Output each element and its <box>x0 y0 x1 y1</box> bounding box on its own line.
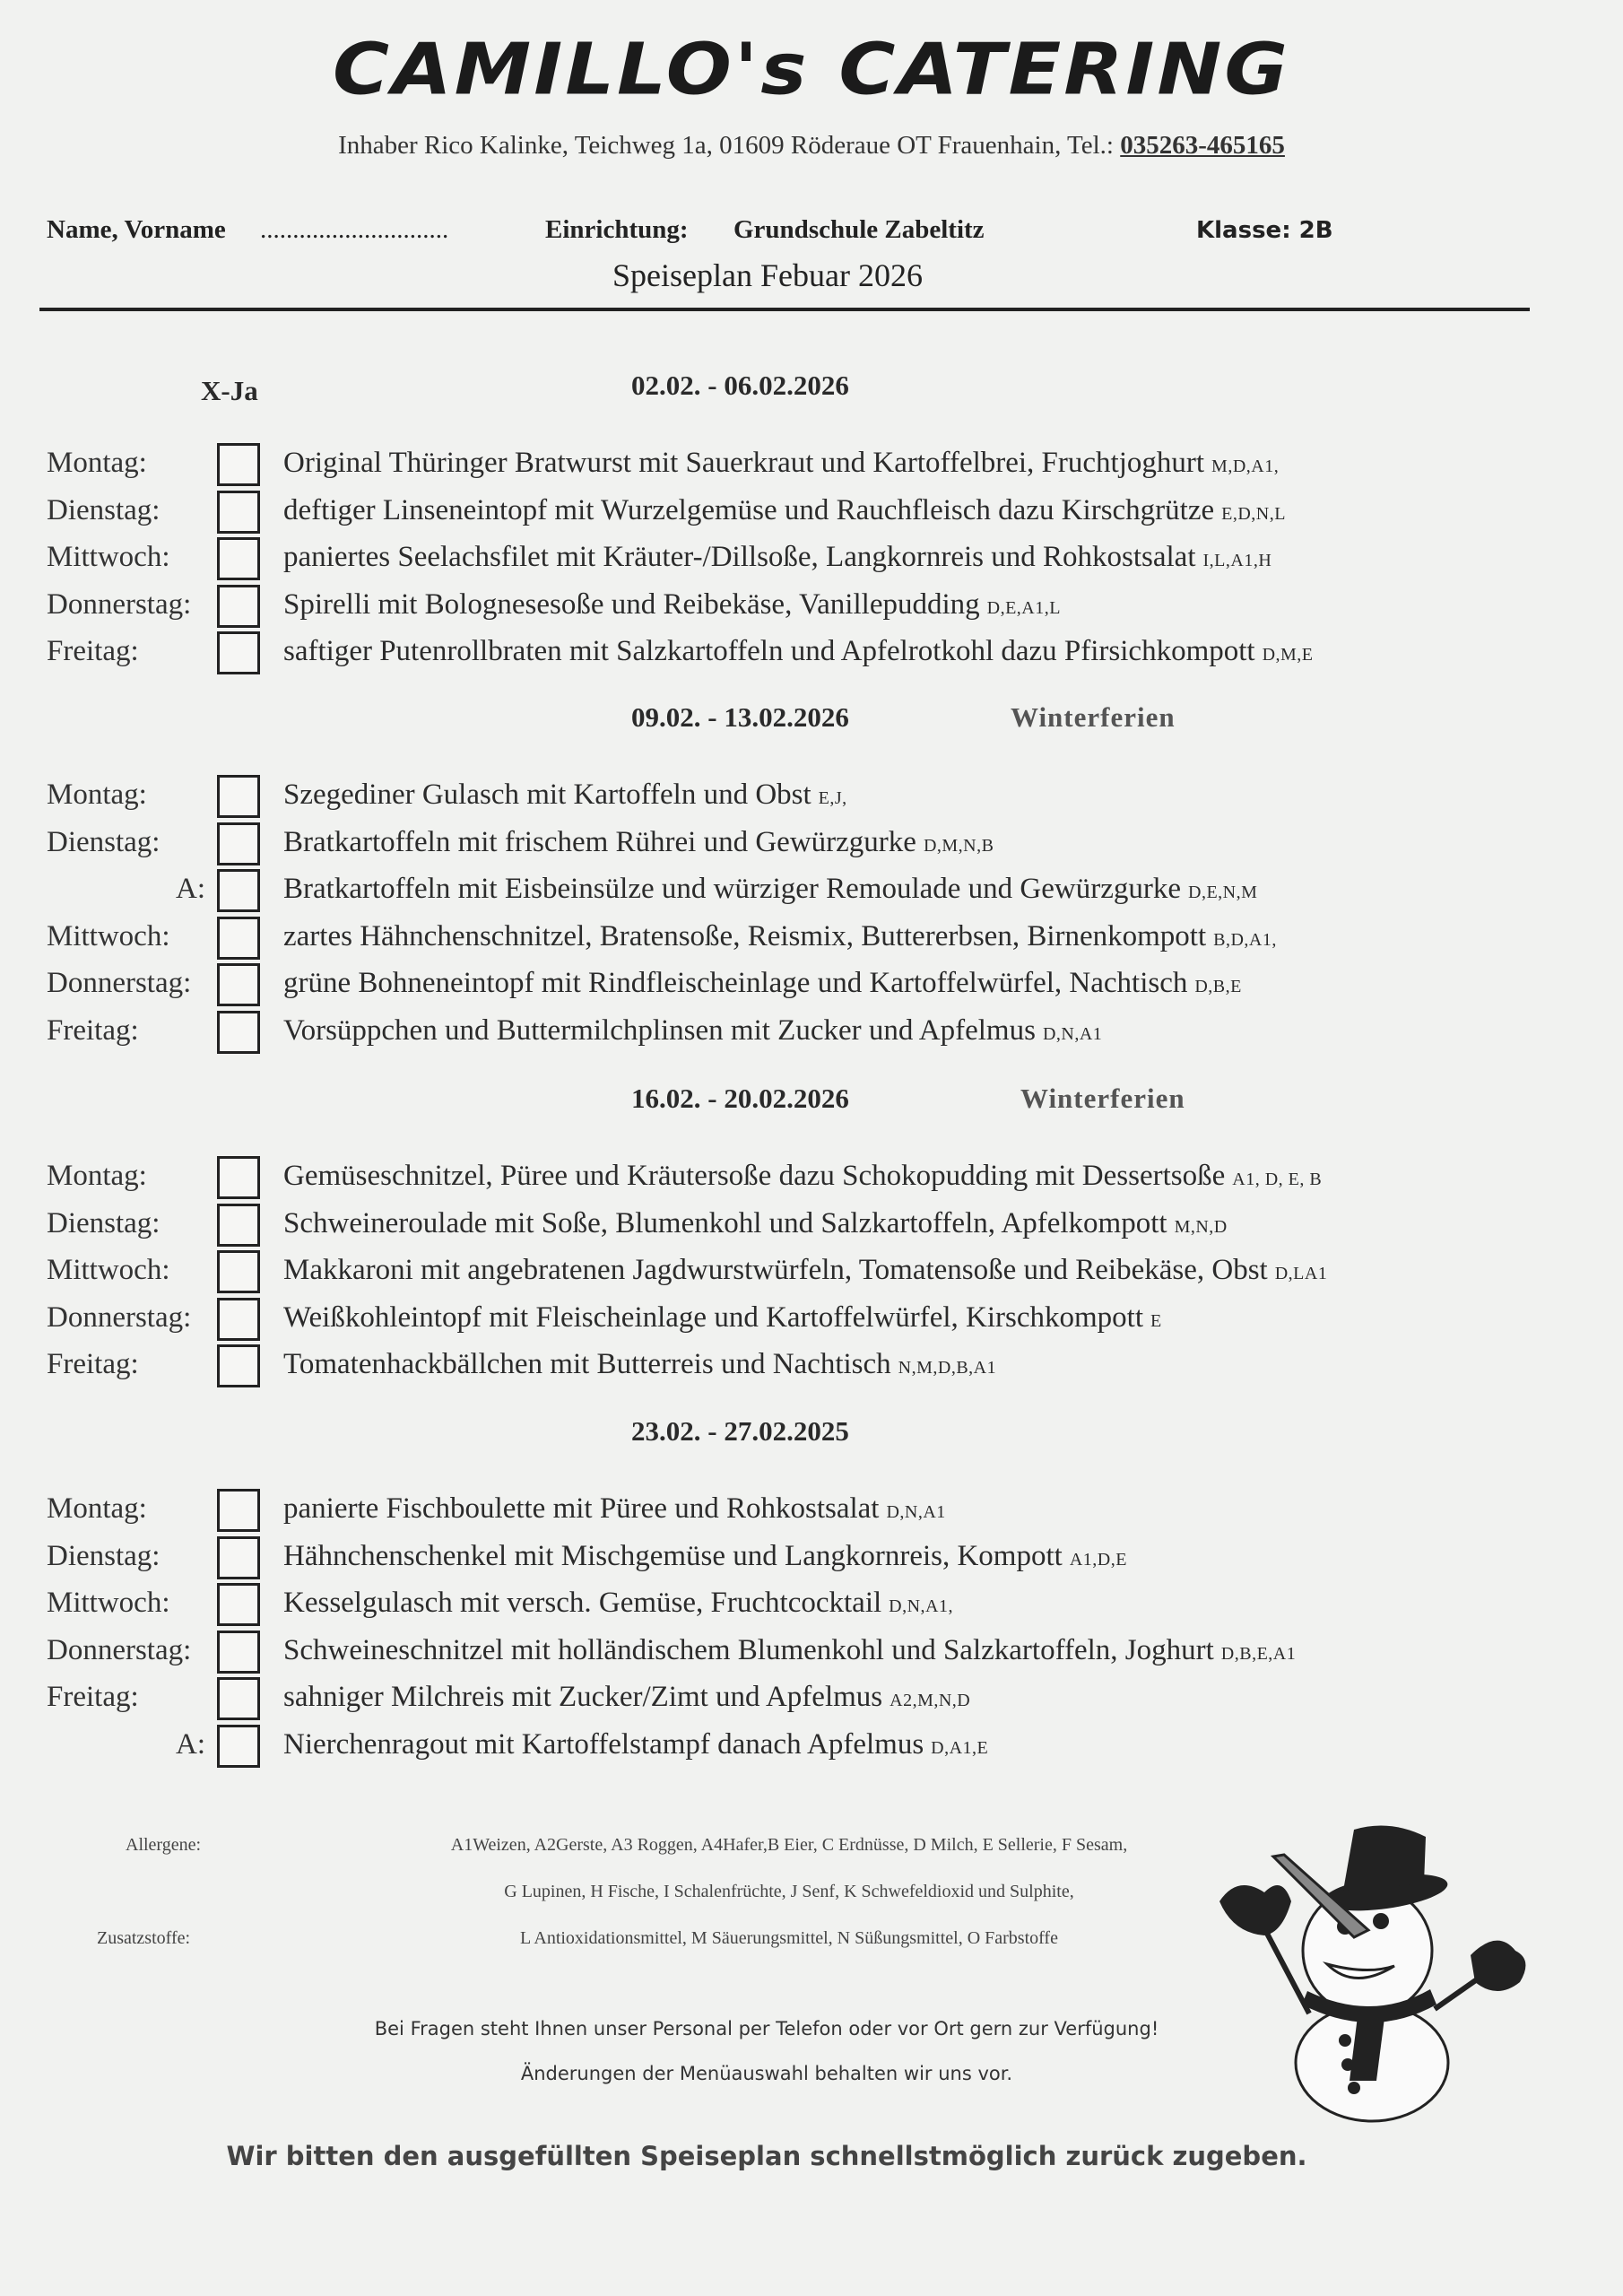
meal-description <box>283 1301 1162 1335</box>
allergen-codes: A1, D, E, B <box>1232 1170 1323 1189</box>
menu-row <box>0 1156 1623 1203</box>
allergen-codes: D,E,N,M <box>1188 883 1258 902</box>
allergene-line-1: A1Weizen, A2Gerste, A3 Roggen, A4Hafer,B Eier, C Erdnüsse, D Milch, E Sellerie, F Sesam, <box>450 1835 1128 1855</box>
selection-checkbox[interactable] <box>217 1204 260 1247</box>
week-range: 16.02. - 20.02.2026 <box>631 1083 849 1114</box>
meal-text: sahniger Milchreis mit Zucker/Zimt und Apfelmus <box>283 1681 883 1713</box>
day-label: Mittwoch: <box>47 541 170 573</box>
menu-row <box>0 1677 1623 1724</box>
day-label: Montag: <box>47 447 147 479</box>
day-label: Freitag: <box>47 1681 139 1713</box>
selection-checkbox[interactable] <box>217 585 260 628</box>
meal-text: deftiger Linseneintopf mit Wurzelgemüse und Rauchfleisch dazu Kirschgrütze <box>283 493 1215 526</box>
meal-description <box>283 635 1314 668</box>
menu-row <box>0 822 1623 869</box>
allergen-codes: N,M,D,B,A1 <box>898 1358 997 1378</box>
menu-row <box>0 917 1623 963</box>
allergen-codes: I,L,A1,H <box>1202 551 1272 570</box>
meal-description <box>283 1160 1322 1193</box>
meal-text: Schweineschnitzel mit holländischem Blumenkohl und Salzkartoffeln, Joghurt <box>283 1633 1214 1666</box>
meal-description <box>283 1014 1102 1048</box>
selection-checkbox[interactable] <box>217 1298 260 1341</box>
allergen-codes: D,M,E <box>1262 645 1314 665</box>
menu-row <box>0 869 1623 916</box>
day-label: Mittwoch: <box>47 919 170 952</box>
meal-description <box>283 1634 1296 1667</box>
einrichtung-value: Grundschule Zabeltitz <box>733 215 985 244</box>
meal-text: Nierchenragout mit Kartoffelstampf danach Apfelmus <box>283 1727 924 1761</box>
holiday-note: Winterferien <box>1020 1083 1185 1114</box>
zusatzstoffe-label: Zusatzstoffe: <box>97 1928 191 1948</box>
menu-row <box>0 1536 1623 1583</box>
meal-text: Weißkohleintopf mit Fleischeinlage und Kartoffelwürfel, Kirschkompott <box>283 1300 1144 1334</box>
day-label: Dienstag: <box>47 825 161 858</box>
allergen-codes: E,D,N,L <box>1221 503 1286 524</box>
meal-description <box>283 967 1242 1000</box>
meal-text: Szegediner Gulasch mit Kartoffeln und Obst <box>283 778 812 811</box>
selection-checkbox[interactable] <box>217 1344 260 1387</box>
allergen-codes: D,B,E,A1 <box>1220 1643 1297 1664</box>
selection-checkbox[interactable] <box>217 822 260 865</box>
menu-row <box>0 631 1623 678</box>
allergen-codes: D,A1,E <box>931 1737 989 1758</box>
week-range: 23.02. - 27.02.2025 <box>631 1415 849 1447</box>
allergen-codes: E <box>1150 1310 1162 1331</box>
menu-row <box>0 1344 1623 1391</box>
menu-row <box>0 1583 1623 1630</box>
meal-text: grüne Bohneneintopf mit Rindfleischeinlage und Kartoffelwürfel, Nachtisch <box>283 967 1188 999</box>
selection-checkbox[interactable] <box>217 917 260 960</box>
meal-description <box>283 778 847 812</box>
day-label: Dienstag: <box>47 1206 161 1239</box>
meal-text: panierte Fischboulette mit Püree und Rohkostsalat <box>283 1492 880 1525</box>
day-label: Montag: <box>47 778 147 811</box>
holiday-note: Winterferien <box>1011 701 1176 733</box>
menu-row <box>0 963 1623 1010</box>
meal-text: paniertes Seelachsfilet mit Kräuter-/Dillsoße, Langkornreis und Rohkostsalat <box>283 541 1196 573</box>
day-label: Dienstag: <box>47 1539 161 1572</box>
menu-row <box>0 1725 1623 1771</box>
selection-checkbox[interactable] <box>217 775 260 818</box>
meal-description <box>283 541 1271 574</box>
day-label: Donnerstag: <box>47 967 192 999</box>
meal-text: Original Thüringer Bratwurst mit Sauerkraut und Kartoffelbrei, Fruchtjoghurt <box>283 447 1205 479</box>
day-label: Mittwoch: <box>47 1254 170 1286</box>
einrichtung-label: Einrichtung: <box>545 215 689 244</box>
header-divider <box>39 308 1530 311</box>
allergen-codes: A1,D,E <box>1069 1549 1127 1570</box>
week-range: 02.02. - 06.02.2026 <box>631 370 849 401</box>
phone-number: 035263-465165 <box>1120 131 1285 160</box>
day-label: Freitag: <box>47 1013 139 1047</box>
meal-description <box>283 588 1061 622</box>
changes-note: Änderungen der Menüauswahl behalten wir uns vor. <box>520 2063 1013 2084</box>
selection-checkbox[interactable] <box>217 443 260 486</box>
meal-description <box>283 1492 946 1526</box>
selection-checkbox[interactable] <box>217 1536 260 1579</box>
selection-checkbox[interactable] <box>217 869 260 912</box>
meal-text: Tomatenhackbällchen mit Butterreis und Nachtisch <box>283 1348 891 1380</box>
menu-row <box>0 1250 1623 1297</box>
meal-text: Makkaroni mit angebratenen Jagdwurstwürfeln, Tomatensoße und Reibekäse, Obst <box>283 1254 1268 1286</box>
day-label: Freitag: <box>47 635 139 667</box>
meal-description <box>283 1540 1127 1573</box>
zusatzstoffe-line: L Antioxidationsmittel, M Säuerungsmittel, N Süßungsmittel, O Farbstoffe <box>520 1928 1058 1948</box>
selection-checkbox[interactable] <box>217 631 260 674</box>
selection-checkbox[interactable] <box>217 1677 260 1720</box>
selection-checkbox[interactable] <box>217 1156 260 1199</box>
menu-row <box>0 537 1623 584</box>
selection-checkbox[interactable] <box>217 1489 260 1532</box>
allergen-codes: M,D,A1, <box>1211 457 1280 476</box>
name-field[interactable]: ............................. <box>260 215 449 244</box>
meal-text: Bratkartoffeln mit frischem Rührei und Gewürzgurke <box>283 825 916 858</box>
day-label: Donnerstag: <box>47 1300 192 1334</box>
allergen-codes: B,D,A1, <box>1213 929 1277 950</box>
menu-row <box>0 775 1623 822</box>
selection-checkbox[interactable] <box>217 491 260 534</box>
meal-description <box>283 1254 1327 1287</box>
page-title: Speiseplan Febuar 2026 <box>612 257 923 293</box>
meal-description <box>283 447 1279 480</box>
meal-description <box>283 1587 953 1620</box>
selection-checkbox[interactable] <box>217 537 260 580</box>
day-label: Montag: <box>47 1160 147 1192</box>
meal-description <box>283 1728 988 1761</box>
day-label: Mittwoch: <box>47 1587 170 1619</box>
meal-text: Schweineroulade mit Soße, Blumenkohl und Salzkartoffeln, Apfelkompott <box>283 1206 1167 1239</box>
contact-note: Bei Fragen steht Ihnen unser Personal per Telefon oder vor Ort gern zur Verfügung! <box>374 2018 1159 2039</box>
meal-text: Kesselgulasch mit versch. Gemüse, Fruchtcocktail <box>283 1587 882 1619</box>
selection-checkbox[interactable] <box>217 1011 260 1054</box>
week-range: 09.02. - 13.02.2026 <box>631 701 849 733</box>
owner-address: Inhaber Rico Kalinke, Teichweg 1a, 01609 Röderaue OT Frauenhain, Tel.: <box>338 131 1114 160</box>
selection-checkbox[interactable] <box>217 1583 260 1626</box>
meal-description <box>283 1348 996 1381</box>
allergen-codes: D,M,N,B <box>923 835 994 856</box>
name-label: Name, Vorname <box>47 215 226 244</box>
xja-label: X-Ja <box>201 375 258 406</box>
meal-text: zartes Hähnchenschnitzel, Bratensoße, Reismix, Buttererbsen, Birnenkompott <box>283 919 1207 952</box>
form-header-line <box>47 215 1571 251</box>
menu-row <box>0 1631 1623 1677</box>
meal-text: Bratkartoffeln mit Eisbeinsülze und würziger Remoulade und Gewürzgurke <box>283 873 1182 905</box>
allergen-codes: D,B,E <box>1194 977 1242 996</box>
meal-description <box>283 494 1286 527</box>
meal-description <box>283 1207 1228 1240</box>
meal-description <box>283 873 1257 906</box>
day-label: Montag: <box>47 1492 147 1525</box>
owner-info <box>0 131 1623 161</box>
menu-row <box>0 491 1623 537</box>
menu-row <box>0 1489 1623 1535</box>
snowman-illustration <box>1202 1821 1542 2126</box>
meal-text: Gemüseschnitzel, Püree und Kräutersoße dazu Schokopudding mit Dessertsoße <box>283 1160 1226 1192</box>
allergen-codes: M,N,D <box>1174 1216 1228 1237</box>
day-label: A: <box>176 1727 205 1761</box>
menu-row <box>0 1204 1623 1250</box>
meal-text: saftiger Putenrollbraten mit Salzkartoffeln und Apfelrotkohl dazu Pfirsichkompott <box>283 635 1255 667</box>
meal-description <box>283 920 1277 953</box>
day-label: Donnerstag: <box>47 1633 192 1666</box>
meal-description <box>283 826 994 859</box>
selection-checkbox[interactable] <box>217 1725 260 1768</box>
day-label: Donnerstag: <box>47 587 192 621</box>
allergene-label: Allergene: <box>126 1835 202 1855</box>
meal-text: Vorsüppchen und Buttermilchplinsen mit Zucker und Apfelmus <box>283 1013 1036 1047</box>
allergen-codes: D,N,A1 <box>886 1502 946 1522</box>
allergen-codes: D,LA1 <box>1274 1264 1328 1283</box>
selection-checkbox[interactable] <box>217 963 260 1006</box>
meal-description <box>283 1681 970 1714</box>
allergen-codes: E,J, <box>818 788 847 808</box>
menu-row <box>0 1298 1623 1344</box>
allergen-codes: D,N,A1, <box>889 1596 953 1616</box>
meal-text: Hähnchenschenkel mit Mischgemüse und Langkornreis, Kompott <box>283 1539 1063 1572</box>
allergen-codes: D,E,A1,L <box>986 597 1061 618</box>
day-label: Dienstag: <box>47 493 161 526</box>
allergene-line-2: G Lupinen, H Fische, I Schalenfrüchte, J Senf, K Schwefeldioxid und Sulphite, <box>504 1882 1074 1901</box>
menu-row <box>0 443 1623 490</box>
allergen-codes: A2,M,N,D <box>890 1691 971 1710</box>
allergen-codes: D,N,A1 <box>1042 1023 1103 1044</box>
selection-checkbox[interactable] <box>217 1250 260 1293</box>
day-label: A: <box>176 873 205 905</box>
selection-checkbox[interactable] <box>217 1631 260 1674</box>
company-logo: CAMILLO's CATERING <box>333 29 1290 111</box>
day-label: Freitag: <box>47 1348 139 1380</box>
klasse-value: Klasse: 2B <box>1196 217 1333 244</box>
return-request: Wir bitten den ausgefüllten Speiseplan schnellstmöglich zurück zugeben. <box>226 2141 1307 2171</box>
menu-row <box>0 585 1623 631</box>
menu-row <box>0 1011 1623 1057</box>
meal-text: Spirelli mit Bolognesesoße und Reibekäse, Vanillepudding <box>283 587 980 621</box>
